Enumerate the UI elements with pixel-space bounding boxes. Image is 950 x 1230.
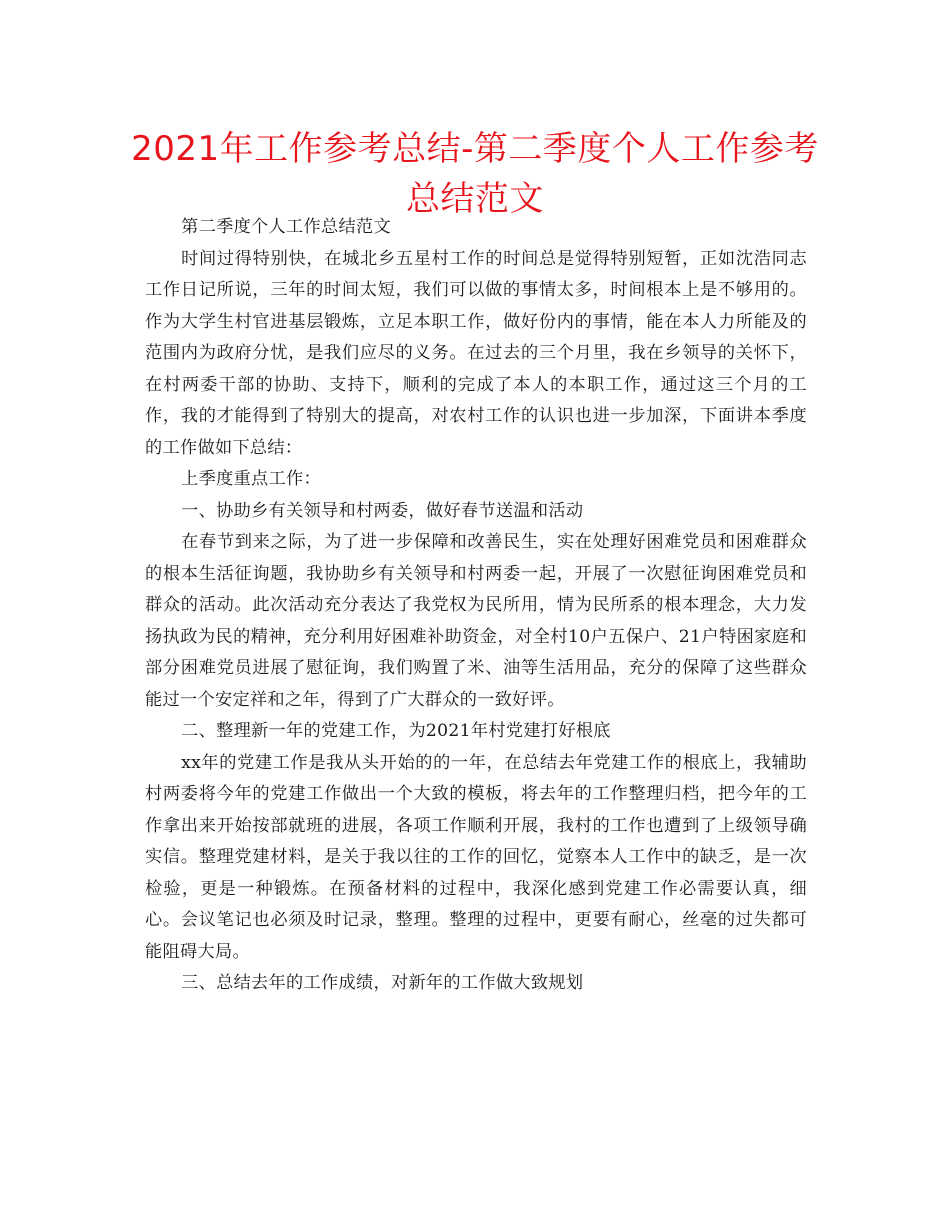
paragraph-section-heading: 上季度重点工作： — [181, 469, 322, 489]
paragraph-item-2-body: xx年的党建工作是我从头开始的的一年，在总结去年党建工作的根底上，我辅助村两委将今年的党建工作做出一个大致的模板，将去年的工作整理归档，把今年的工作拿出来开始按部就班的进展，各项工作顺利开展，我村的工作也遭到了上级领导确实信。整理党建材料，是关于我以往的工作的回忆，觉察本人工作中的缺乏，是一次检验，更是一种锻炼。在预备材料的过程中，我深化感到党建工作必需要认真，细心。会议笔记也必须及时记录，整理。整理的过程中，更要有耐心，丝毫的过失都可能阻碍大局。 — [145, 752, 807, 962]
paragraph-item-1-body: 在春节到来之际，为了进一步保障和改善民生，实在处理好困难党员和困难群众的根本生活征询题，我协助乡有关领导和村两委一起，开展了一次慰征询困难党员和群众的活动。此次活动充分表达了我党权为民所用，情为民所系的根本理念，大力发扬执政为民的精神，充分利用好困难补助资金，对全村10户五保户、21户特困家庭和部分困难党员进展了慰征询，我们购置了米、油等生活用品，充分的保障了这些群众能过一个安定祥和之年，得到了广大群众的一致好评。 — [145, 532, 807, 710]
document-title: 2021年工作参考总结-第二季度个人工作参考总结范文 — [131, 129, 819, 219]
paragraph-intro: 时间过得特别快，在城北乡五星村工作的时间总是觉得特别短暂，正如沈浩同志工作日记所说，三年的时间太短，我们可以做的事情太多，时间根本上是不够用的。作为大学生村官进基层锻炼，立足本职工作，做好份内的事情，能在本人力所能及的范围内为政府分忧，是我们应尽的义务。在过去的三个月里，我在乡领导的关怀下，在村两委干部的协助、支持下，顺利的完成了本人的本职工作，通过这三个月的工作，我的才能得到了特别大的提高，对农村工作的认识也进一步加深，下面讲本季度的工作做如下总结： — [145, 248, 807, 458]
paragraph-subtitle: 第二季度个人工作总结范文 — [181, 217, 391, 237]
paragraph-item-1-heading: 一、协助乡有关领导和村两委，做好春节送温和活动 — [181, 500, 584, 521]
paragraph-item-2-heading: 二、整理新一年的党建工作，为2021年村党建打好根底 — [181, 721, 611, 741]
paragraph-item-3-heading: 三、总结去年的工作成绩，对新年的工作做大致规划 — [181, 973, 584, 993]
document-body — [145, 212, 807, 1000]
